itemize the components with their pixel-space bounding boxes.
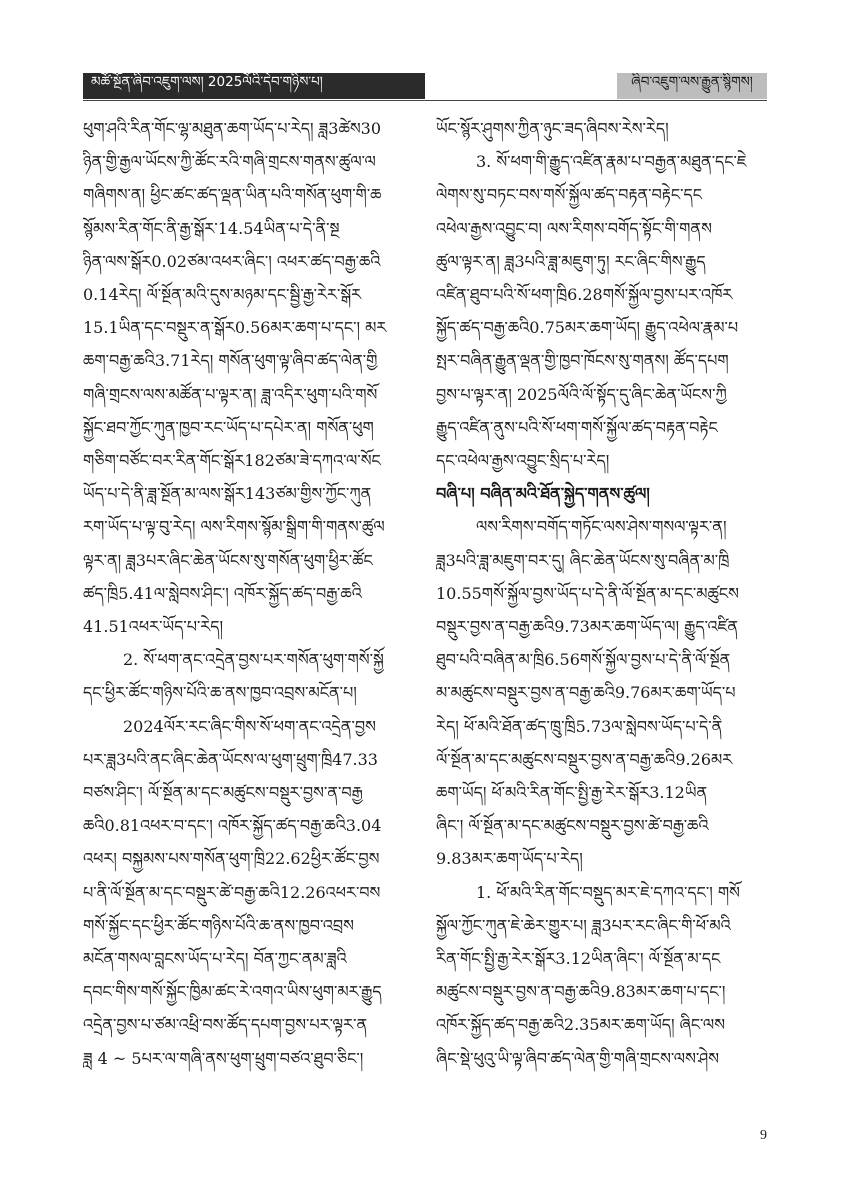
text-content: 41.51འཕར་ཡོད་པ་རེད། (83, 617, 224, 637)
text-content: རག་ཡོད་པ་ལྟ་བུ་རེད། ལས་རིགས་སྙོམ་སྒྲིག་གི་གནས་ཚུལ (83, 517, 385, 537)
text-content: ཡོང་སྙོར་ཤུགས་ཀྱིན་ཉུང་ཟད་ཞིབས་རེས་རེད། (436, 119, 669, 138)
text-content: པ་ནི་ལོ་སྔོན་མ་དང་བསྡུར་ཚེ་བརྒྱ་ཆའི12.26འཕར་བས (83, 882, 381, 902)
text-line (436, 643, 776, 676)
text-content: འཕར། བསྐྱམས་པས་གསོན་ཕུག་ཁྲི22.62ཕྱིར་ཚོང་བྱས (83, 849, 380, 869)
text-content: པར་ཟླ3པའི་ནང་ཞིང་ཆེན་ཡོངས་ལ་ཕུག་ཕྲུག་ཁྲི47.33 (83, 749, 378, 769)
text-line (436, 577, 776, 610)
journal-title: མཚོ་སྔོན་ཞིབ་འཇུག་ལས། 2025ལོའི་དེབ་གཉིས་པ། (91, 74, 323, 90)
text-line (436, 411, 776, 444)
text-line (83, 876, 423, 909)
text-line (436, 876, 776, 909)
text-content: གཞི་གྲངས་ལས་མཚོན་པ་ལྟར་ན། ཟླ་འདིར་ཕུག་པའི་གསོ (83, 384, 378, 404)
section-title: ཞིབ་འཇུག་ལས་རྒྱུན་སྙིགས། (631, 74, 753, 90)
text-content: ལེགས་སུ་བཏང་བས་གསོ་སྐྱོལ་ཚད་བརྟན་བརྟེང་དང (436, 185, 702, 205)
text-content: མཚུངས་བསྡུར་བྱས་ན་བརྒྱ་ཆའི9.83མར་ཆག་པ་དང་། (436, 982, 726, 1002)
header-divider (83, 100, 767, 101)
text-content: ལས་རིགས་བགོད་གཏོང་ལས་ཤེས་གསལ་ལྟར་ན། (476, 517, 727, 537)
text-line (83, 510, 423, 543)
text-content: གཞིགས་ན། ཕྱིང་ཚང་ཚད་ལྡན་ཡིན་པའི་གསོན་ཕུག་གི་ཆ (83, 185, 382, 205)
text-line (83, 842, 423, 875)
left-column (83, 112, 423, 1075)
text-content: འཛིན་ཐུབ་པའི་སོ་ཕག་ཁྲི6.28གསོ་སྐྱོལ་བྱས་པར་འཁོར (436, 285, 733, 305)
section-header (617, 73, 767, 99)
text-line (83, 278, 423, 311)
text-line (83, 975, 423, 1008)
text-content: དབང་གིས་གསོ་སྐྱོང་ཁྱིམ་ཚང་རེ་འགའ་ཡིས་ཕུག་མར་རྒྱུད (83, 982, 382, 1002)
text-content: 9.83མར་ཆག་ཡོད་པ་རེད། (436, 849, 583, 869)
text-content: ཚུལ་ལྟར་ན། ཟླ3པའི་ཟླ་མཇུག་ཏུ། རང་ཞིང་གིས་རྒྱུད (436, 251, 706, 271)
text-content: ཆག་བརྒྱ་ཆའི3.71རེད། གསོན་ཕུག་ལྟ་ཞིབ་ཚད་ལེན་གྱི (83, 351, 378, 371)
text-line (83, 112, 423, 145)
text-content: ལོ་སྔོན་མ་དང་མཚུངས་བསྡུར་བྱས་ན་བརྒྱ་ཆའི9.26མར (436, 749, 733, 769)
text-content: ཟླ3པའི་ཟླ་མཇུག་བར་དུ། ཞིང་ཆེན་ཡོངས་སུ་བཞིན་མ་ཁྲི (436, 550, 730, 570)
text-line (83, 378, 423, 411)
text-line (436, 1042, 776, 1075)
text-content: ཆའི0.81འཕར་བ་དང་། འཁོར་སྐྱོད་ཚད་བརྒྱ་ཆའི3.04 (83, 816, 382, 836)
text-line (436, 676, 776, 709)
text-line (83, 311, 423, 344)
text-line (83, 477, 423, 510)
text-line (436, 909, 776, 942)
text-content: སྙོམས་རིན་གོང་ནི་རྒྱ་སྒོར་14.54ཡིན་པ་དེ་ནི་སྔ (83, 218, 340, 238)
text-line (83, 710, 423, 743)
text-line (83, 610, 423, 643)
text-content: རྒྱུད་འཛིན་ནུས་པའི་སོ་ཕག་གསོ་སྐྱོལ་ཚད་བརྟན་བརྟེང (436, 417, 718, 437)
text-line (436, 212, 776, 245)
text-line (436, 112, 776, 145)
text-line (83, 212, 423, 245)
text-content: མ་མཚུངས་བསྡུར་བྱས་ན་བརྒྱ་ཆའི9.76མར་ཆག་ཡོད་པ (436, 683, 736, 703)
text-line (83, 909, 423, 942)
text-content: 2024ལོར་རང་ཞིང་གིས་སོ་ཕག་ནང་འདྲེན་བྱས (123, 716, 376, 736)
text-line (83, 145, 423, 178)
text-content: ཉིན་གྱི་རྒྱལ་ཡོངས་ཀྱི་ཚོང་རའི་གཞི་གྲངས་གནས་ཚུལ་ལ (83, 152, 376, 172)
text-line (83, 776, 423, 809)
text-line (83, 676, 423, 709)
text-line (436, 544, 776, 577)
text-line (436, 975, 776, 1008)
section-heading (436, 477, 776, 510)
text-content: གཅིག་བཙོང་བར་རིན་གོང་སྒོར182ཙམ་ཟེ་དཀའ་ལ་སོང (83, 451, 381, 471)
text-line (436, 942, 776, 975)
text-content: ཆག་ཡོད། ཕོ་མའི་རིན་གོང་སྤྱི་རྒྱ་རེར་སྒོར3.12ཡིན (436, 783, 708, 803)
text-content: སྐྱོང་ཐབ་ཀྱོང་ཀུན་ཁྱབ་རང་ཡོད་པ་དཔེར་ན། གསོན་ཕུག (83, 417, 374, 437)
text-line (436, 245, 776, 278)
text-line (83, 743, 423, 776)
text-content: འདྲེན་བྱས་པ་ཙམ་འཕྲི་བས་ཚོད་དཔག་བྱས་པར་ལྟར་ན (83, 1015, 368, 1035)
text-line (436, 710, 776, 743)
text-content: 15.1ཡིན་དང་བསྡུར་ན་སྒོར0.56མར་ཆག་པ་དང་། མར (83, 318, 387, 338)
text-line (436, 378, 776, 411)
text-content: ཐུབ་པའི་བཞིན་མ་ཁྲི6.56གསོ་སྐྱོལ་བྱས་པ་དེ་ནི་ལོ་སྔོན (436, 650, 731, 670)
text-content: ཚད་ཁྲི5.41ལ་སླེབས་ཤིང་། འཁོར་སྐྱོད་ཚད་བརྒྱ་ཆའི (83, 583, 362, 603)
text-content: དང་ཕྱིར་ཚོང་གཉིས་པོའི་ཆ་ནས་ཁྱབ་འབྲས་མངོན་པ། (83, 683, 357, 703)
text-content: བསྡུར་བྱས་ན་བརྒྱ་ཆའི9.73མར་ཆག་ཡོད་ལ། རྒྱུད་འཛིན (436, 617, 739, 637)
text-content: རེད། ཕོ་མའི་ཐོན་ཚད་ཁྲུ་ཁྲི5.73ལ་སླེབས་ཡོད་པ་དེ་ནི (436, 716, 723, 736)
text-content: འཕེལ་རྒྱས་འབྱུང་བ། ལས་རིགས་བགོད་སྟོང་གི་གནས (436, 218, 712, 238)
text-content: དང་འཕེལ་རྒྱས་འབྱུང་སྲིད་པ་རེད། (436, 451, 610, 471)
text-line (83, 245, 423, 278)
text-line (436, 278, 776, 311)
text-content: བཞི་པ། བཞིན་མའི་ཐོན་སྐྱེད་གནས་ཚུལ། (436, 484, 650, 504)
text-content: སྐྱོལ་ཀྱོང་ཀུན་ཇེ་ཆེར་གྱུར་པ། ཟླ3པར་རང་ཞིང་གི་ཕོ་མའི (436, 915, 731, 935)
text-line (83, 1042, 423, 1075)
text-content: འཁོར་སྐྱོད་ཚད་བརྒྱ་ཆའི2.35མར་ཆག་ཡོད། ཞིང་ལས (436, 1015, 726, 1035)
text-line (436, 776, 776, 809)
text-content: སྤར་བཞིན་རྒྱུན་ལྡན་གྱི་ཁྱབ་ཁོངས་སུ་གནས། ཚོད་དཔག (436, 351, 729, 371)
text-line (83, 178, 423, 211)
journal-header (83, 73, 425, 99)
text-line (436, 1008, 776, 1041)
page-number: 9 (760, 1128, 767, 1143)
text-line (436, 809, 776, 842)
text-content: 1. ཕོ་མའི་རིན་གོང་བསྡུད་མར་ཇེ་དཀའ་དང་། གསོ (476, 882, 740, 902)
text-line (436, 178, 776, 211)
text-content: 10.55གསོ་སྐྱོལ་བྱས་ཡོད་པ་དེ་ནི་ལོ་སྔོན་མ་དང་མཚུངས (436, 583, 739, 603)
text-line (436, 444, 776, 477)
text-line (436, 842, 776, 875)
text-content: ཉིན་ལས་སྒོར0.02ཙམ་འཕར་ཞིང་། འཕར་ཚད་བརྒྱ་ཆའི (83, 251, 381, 271)
text-line (83, 577, 423, 610)
text-content: ཞིང་སྡེ་ཕུའུ་ཡི་ལྟ་ཞིབ་ཚད་ལེན་གྱི་གཞི་གྲངས་ལས་ཤེས (436, 1048, 720, 1068)
text-content: 0.14རེད། ལོ་སྔོན་མའི་དུས་མཉམ་དང་སྦྱི་རྒྱ་རེར་སྒོར (83, 285, 362, 305)
text-line (436, 743, 776, 776)
text-content: ཕུག་ཤའི་རིན་གོང་ལྷ་མཐུན་ཆག་ཡོད་པ་རེད། ཟླ3ཚེས30 (83, 119, 381, 138)
text-content: ཟླ 4 ~ 5པར་ལ་གཞི་ནས་ཕུག་ཕྲུག་བཙའ་ཐུབ་ཅིང་། (83, 1048, 364, 1068)
text-line (83, 411, 423, 444)
text-line (436, 311, 776, 344)
text-line (436, 610, 776, 643)
text-line (83, 643, 423, 676)
text-content: ཞིང་། ལོ་སྔོན་མ་དང་མཚུངས་བསྡུར་བྱས་ཚེ་བརྒྱ་ཆའི (436, 816, 709, 836)
text-content: 3. སོ་ཕག་གི་རྒྱུད་འཛིན་རྣམ་པ་བརྒྱན་མཐུན་དང་ཇེ (476, 152, 747, 172)
text-content: བྱས་པ་ལྟར་ན། 2025ལོའི་ལོ་སྟོད་དུ་ཞིང་ཆེན་ཡོངས་ཀྱི (436, 384, 727, 404)
text-content: བཙས་ཤིང་། ལོ་སྔོན་མ་དང་མཚུངས་བསྡུར་བྱས་ན་བརྒྱ (83, 783, 363, 803)
text-content: སྐྱོད་ཚད་བརྒྱ་ཆའི0.75མར་ཆག་ཡོད། རྒྱུད་འཕེལ་རྣམ་པ (436, 318, 739, 338)
text-content: གསོ་སྐྱོང་དང་ཕྱིར་ཚོང་གཉིས་པོའི་ཆ་ནས་ཁྱབ་འབྲས (83, 915, 354, 935)
text-content: ལྟར་ན། ཟླ3པར་ཞིང་ཆེན་ཡོངས་སུ་གསོན་ཕུག་ཕྱིར་ཚོང (83, 550, 373, 570)
text-content: 2. སོ་ཕག་ནང་འདྲེན་བྱས་པར་གསོན་ཕུག་གསོ་སྐྱོ (123, 650, 384, 670)
text-content: མངོན་གསལ་བླངས་ཡོད་པ་རེད། བོན་ཀྱང་ནམ་ཟླའི (83, 949, 347, 969)
text-line (436, 510, 776, 543)
text-line (436, 145, 776, 178)
text-line (83, 809, 423, 842)
text-content: རིན་གོང་སྤྱི་རྒྱ་རེར་སྒོར3.12ཡིན་ཞིང་། ལོ་སྔོན་མ་དང (436, 949, 721, 969)
text-line (83, 544, 423, 577)
right-column (436, 112, 776, 1075)
text-line (83, 942, 423, 975)
text-line (83, 444, 423, 477)
text-line (83, 1008, 423, 1041)
text-line (83, 344, 423, 377)
text-content: ཡོད་པ་དེ་ནི་ཟླ་སྔོན་མ་ལས་སྒོར143ཙམ་གྱིས་ཀྱོང་ཀུན (83, 484, 372, 504)
text-line (436, 344, 776, 377)
